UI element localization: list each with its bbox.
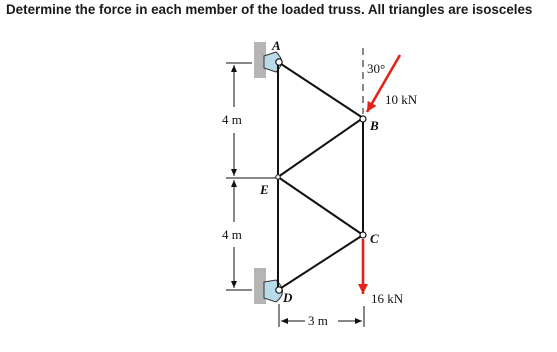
member-AB (278, 62, 363, 118)
label-D: D (283, 290, 293, 305)
load-label-10kN: 10 kN (385, 92, 418, 107)
member-EC (278, 177, 363, 235)
joint-C (360, 232, 366, 238)
dim-label-width: 3 m (308, 313, 328, 328)
angle-label: 30° (367, 61, 386, 76)
member-EB (278, 118, 363, 177)
load-label-16kN: 16 kN (371, 291, 404, 306)
problem-statement: Determine the force in each member of the loaded truss. All triangles are isosceles (6, 2, 533, 17)
label-B: B (370, 118, 379, 133)
label-C: C (370, 231, 379, 246)
joint-A (276, 59, 282, 65)
dim-label-upper: 4 m (222, 112, 242, 127)
member-DC (278, 235, 363, 290)
label-A: A (272, 38, 281, 53)
label-E: E (260, 182, 269, 197)
joint-E (276, 175, 280, 179)
joint-B (360, 116, 366, 122)
joint-D (276, 287, 282, 293)
dim-label-lower: 4 m (222, 227, 242, 242)
